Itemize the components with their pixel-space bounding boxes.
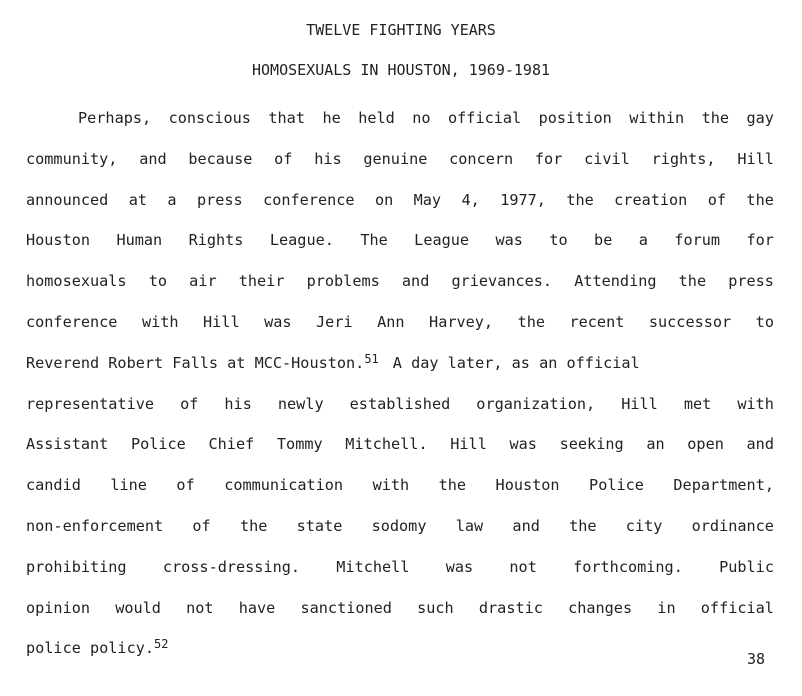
word: and bbox=[401, 272, 430, 291]
word: and bbox=[139, 149, 167, 168]
body-text bbox=[26, 104, 774, 675]
word: Human bbox=[116, 231, 163, 250]
word: 4, bbox=[461, 190, 480, 209]
word: law bbox=[455, 516, 484, 535]
word: concern bbox=[449, 149, 514, 168]
word: to bbox=[549, 231, 568, 250]
word: because bbox=[188, 149, 253, 168]
word: Hill bbox=[203, 312, 240, 331]
word: Police bbox=[589, 476, 644, 495]
word: communication bbox=[224, 476, 344, 495]
word: to bbox=[148, 272, 168, 291]
word: the bbox=[438, 476, 467, 495]
word: Jeri bbox=[316, 312, 353, 331]
word: city bbox=[625, 516, 663, 535]
text-segment: Reverend Robert Falls at MCC-Houston. bbox=[26, 353, 365, 372]
word: not bbox=[186, 598, 214, 617]
word: in bbox=[657, 598, 676, 617]
text-line bbox=[26, 390, 774, 431]
word: with bbox=[737, 394, 774, 413]
word: Mitchell. bbox=[345, 435, 428, 454]
word: conscious bbox=[168, 109, 251, 127]
word: would bbox=[115, 598, 161, 617]
text-line bbox=[26, 430, 774, 471]
word: organization, bbox=[476, 394, 596, 413]
word: with bbox=[141, 312, 179, 331]
word: conference bbox=[263, 190, 355, 209]
word: his bbox=[224, 394, 252, 413]
word: changes bbox=[568, 598, 633, 617]
footnote-marker: 52 bbox=[154, 637, 169, 652]
text-line bbox=[26, 634, 774, 675]
word: 1977, bbox=[500, 190, 546, 209]
word: Assistant bbox=[26, 435, 109, 454]
word: was bbox=[509, 435, 537, 454]
text-line bbox=[26, 145, 774, 186]
text-line bbox=[26, 594, 774, 635]
word: opinion bbox=[26, 598, 91, 617]
word: for bbox=[746, 231, 774, 250]
document-subtitle: HOMOSEXUALS IN HOUSTON, 1969-1981 bbox=[251, 61, 550, 79]
word: The bbox=[360, 231, 388, 250]
word: Public bbox=[719, 557, 774, 576]
word: representative bbox=[26, 394, 155, 413]
word: Hill bbox=[621, 394, 658, 413]
word: of bbox=[274, 149, 293, 168]
word: and bbox=[512, 516, 540, 535]
word: have bbox=[238, 598, 276, 617]
word: the bbox=[746, 190, 774, 209]
word: Perhaps, bbox=[78, 109, 152, 127]
word: official bbox=[448, 109, 522, 127]
word: Tommy bbox=[276, 435, 323, 454]
word: established bbox=[349, 394, 451, 413]
word: of bbox=[176, 476, 195, 495]
word: such bbox=[417, 598, 454, 617]
text-line bbox=[26, 471, 774, 512]
word: a bbox=[638, 231, 648, 250]
page-number: 38 bbox=[746, 650, 765, 668]
word: drastic bbox=[478, 598, 543, 617]
word: open bbox=[687, 435, 724, 454]
word: Hill bbox=[737, 149, 774, 168]
word: problems bbox=[306, 272, 380, 291]
word: a bbox=[167, 190, 177, 209]
word: position bbox=[538, 109, 612, 127]
word: Mitchell bbox=[336, 557, 410, 576]
word: Harvey, bbox=[429, 312, 494, 331]
word: press bbox=[728, 272, 774, 291]
word: League. bbox=[269, 231, 334, 250]
word: newly bbox=[277, 394, 324, 413]
word: within bbox=[629, 109, 685, 127]
word: of bbox=[707, 190, 727, 209]
text-line bbox=[26, 308, 774, 349]
word: their bbox=[238, 272, 285, 291]
word: of bbox=[192, 516, 211, 535]
word: Ann bbox=[377, 312, 405, 331]
word: an bbox=[646, 435, 665, 454]
word: grievances. bbox=[451, 272, 553, 291]
word: Attending bbox=[574, 272, 657, 291]
word: Hill bbox=[450, 435, 487, 454]
word: held bbox=[358, 109, 395, 127]
document-title: TWELVE FIGHTING YEARS bbox=[306, 21, 496, 39]
word: May bbox=[413, 190, 442, 209]
word: civil bbox=[584, 149, 630, 168]
word: forum bbox=[674, 231, 721, 250]
word: no bbox=[412, 109, 431, 127]
word: official bbox=[700, 598, 774, 617]
word: that bbox=[268, 109, 305, 127]
word: to bbox=[755, 312, 774, 331]
word: genuine bbox=[363, 149, 428, 168]
text-line bbox=[26, 186, 774, 227]
word: prohibiting bbox=[26, 557, 127, 576]
word: for bbox=[534, 149, 563, 168]
word: at bbox=[128, 190, 147, 209]
word: Rights bbox=[188, 231, 244, 250]
word: community, bbox=[26, 149, 118, 168]
word: was bbox=[264, 312, 292, 331]
word: League bbox=[414, 231, 470, 250]
word: forthcoming. bbox=[573, 557, 683, 576]
text-line bbox=[26, 553, 774, 594]
word: of bbox=[180, 394, 199, 413]
word: creation bbox=[614, 190, 688, 209]
word: his bbox=[314, 149, 342, 168]
word: with bbox=[372, 476, 410, 495]
word: rights, bbox=[651, 149, 716, 168]
word: Chief bbox=[208, 435, 255, 454]
word: recent bbox=[569, 312, 625, 331]
word: cross-dressing. bbox=[162, 557, 301, 576]
word: the bbox=[517, 312, 545, 331]
word: was bbox=[445, 557, 474, 576]
text-line bbox=[26, 512, 774, 553]
word: homosexuals bbox=[26, 272, 127, 291]
word: announced bbox=[26, 190, 109, 209]
word: sanctioned bbox=[300, 598, 392, 617]
word: the bbox=[566, 190, 594, 209]
text-line bbox=[26, 267, 774, 308]
word: Houston bbox=[495, 476, 560, 495]
word: Houston bbox=[26, 231, 91, 250]
word: and bbox=[746, 435, 774, 454]
word: be bbox=[594, 231, 613, 250]
word: press bbox=[196, 190, 243, 209]
word: the bbox=[678, 272, 707, 291]
word: Police bbox=[130, 435, 186, 454]
word: not bbox=[509, 557, 537, 576]
word: non-enforcement bbox=[26, 516, 164, 535]
word: seeking bbox=[559, 435, 624, 454]
word: on bbox=[374, 190, 394, 209]
word: sodomy bbox=[371, 516, 427, 535]
word: the bbox=[569, 516, 597, 535]
word: air bbox=[189, 272, 217, 291]
word: gay bbox=[746, 109, 774, 127]
word: the bbox=[701, 109, 730, 127]
text-line bbox=[26, 226, 774, 267]
word: met bbox=[683, 394, 712, 413]
word: candid bbox=[26, 476, 81, 495]
text-segment: police policy. bbox=[26, 639, 155, 658]
word: the bbox=[239, 516, 268, 535]
word: successor bbox=[648, 312, 732, 331]
footnote-marker: 51 bbox=[364, 351, 379, 366]
text-line bbox=[26, 104, 774, 145]
text-segment: A day later, as an official bbox=[392, 353, 640, 372]
word: he bbox=[322, 109, 341, 127]
word: was bbox=[495, 231, 523, 250]
text-line bbox=[26, 349, 774, 390]
word: line bbox=[110, 476, 147, 495]
word: conference bbox=[26, 312, 118, 331]
word: ordinance bbox=[691, 516, 774, 535]
word: state bbox=[296, 516, 343, 535]
word: Department, bbox=[673, 476, 774, 495]
